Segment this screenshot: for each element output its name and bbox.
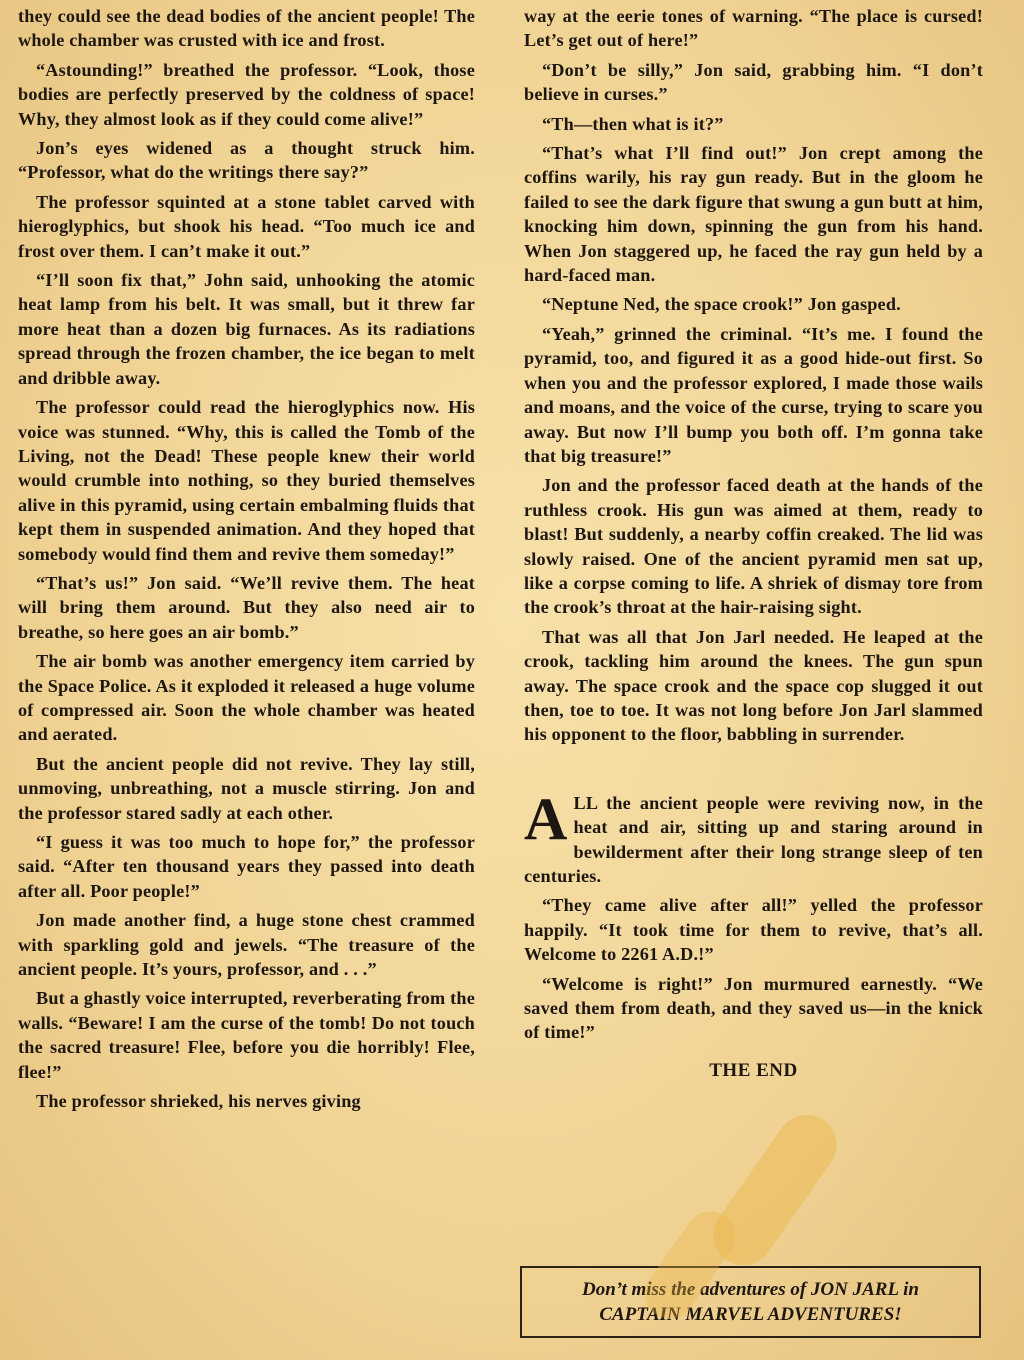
paragraph: Jon’s eyes widened as a thought struck him. “Professor, what do the writings there say?” — [18, 138, 475, 183]
paragraph: Jon and the professor faced death at the hands of the ruthless crook. His gun was aimed at them, ready to blast! But suddenly, a nearby coffin creaked. The lid was slowly raised. One of the ancient pyramid men sat up, like a corpse coming to life. A shriek of dismay tore from the crook’s throat at the hair-raising sight. — [524, 475, 983, 618]
paragraph: “Th—then what is it?” — [542, 113, 724, 134]
paragraph: That was all that Jon Jarl needed. He leaped at the crook, tackling him around the knees. The gun spun away. The space crook and the space cop slugged it out then, toe to toe. It was not long before Jon Jarl slammed his opponent to the floor, babbling in surrender. — [524, 626, 983, 745]
paragraph: “Astounding!” breathed the professor. “Look, those bodies are perfectly preserved by the coldness of space! Why, they almost look as if they could come alive!” — [18, 59, 475, 129]
promo-box — [520, 1266, 981, 1338]
paper-stain — [702, 1103, 849, 1277]
paragraph: Jon made another find, a huge stone chest crammed with sparkling gold and jewels. “The treasure of the ancient people. It’s yours, professor, and . . .” — [18, 910, 475, 980]
paragraph: “That’s us!” Jon said. “We’ll revive them. The heat will bring them around. But they also need air to breathe, so here goes an air bomb.” — [18, 572, 475, 642]
drop-cap: A — [524, 785, 568, 852]
paragraph: “They came alive after all!” yelled the professor happily. “It took time for them to revive, that’s all. Welcome to 2261 A.D.!” — [524, 895, 983, 965]
paragraph: The professor squinted at a stone tablet carved with hieroglyphics, but shook his head. “Too much ice and frost over them. I can’t make it out.” — [18, 191, 475, 261]
left-column — [18, 4, 475, 1118]
paragraph: they could see the dead bodies of the ancient people! The whole chamber was crusted with ice and frost. — [18, 6, 475, 51]
paragraph: way at the eerie tones of warning. “The place is cursed! Let’s get out of here!” — [524, 6, 983, 51]
paragraph: “Neptune Ned, the space crook!” Jon gasped. — [542, 294, 901, 315]
epilogue-first-text: LL the ancient people were reviving now, in the heat and air, sitting up and staring around in bewilderment after their long strange sleep of ten centuries. — [524, 792, 983, 886]
paragraph: “Don’t be silly,” Jon said, grabbing him. “I don’t believe in curses.” — [524, 59, 983, 105]
paragraph: “I’ll soon fix that,” John said, unhooking the atomic heat lamp from his belt. It was small, but it threw far more heat than a dozen big furnaces. As its radiations spread through the frozen chamber, the ice began to melt and dribble away. — [18, 270, 475, 388]
paragraph: The professor shrieked, his nerves giving — [36, 1091, 361, 1112]
promo-line-2: CAPTAIN MARVEL ADVENTURES! — [599, 1304, 902, 1325]
paragraph: “That’s what I’ll find out!” Jon crept among the coffins warily, his ray gun ready. But in the gloom he failed to see the dark figure that swung a gun butt at him, knocking him down, spinning the gun from his hand. When Jon staggered up, he faced the ray gun held by a hard-faced man. — [524, 143, 983, 286]
paragraph: “Welcome is right!” Jon murmured earnestly. “We saved them from death, and they saved us—in the knick of time!” — [524, 973, 983, 1043]
paragraph: But a ghastly voice interrupted, reverberating from the walls. “Beware! I am the curse of the tomb! Do not touch the sacred treasure! Flee, before you die horribly! Flee, flee!” — [18, 988, 475, 1082]
the-end-label: THE END — [709, 1059, 798, 1081]
promo-line-1: Don’t miss the adventures of JON JARL in — [582, 1279, 919, 1300]
epilogue-first-paragraph — [524, 785, 983, 889]
paragraph: “I guess it was too much to hope for,” the professor said. “After ten thousand years they passed into death after all. Poor people!” — [18, 832, 475, 901]
paragraph: “Yeah,” grinned the criminal. “It’s me. I found the pyramid, too, and figured it as a good hide-out first. So when you and the professor explored, I made those wails and moans, and the voice of the curse, trying to scare you away. But now I’ll bump you both off. I’m gonna take that big treasure!” — [524, 323, 983, 466]
paragraph: The air bomb was another emergency item carried by the Space Police. As it exploded it released a huge volume of compressed air. Soon the whole chamber was heated and aerated. — [18, 651, 475, 745]
right-column — [524, 4, 983, 1083]
paragraph: The professor could read the hieroglyphics now. His voice was stunned. “Why, this is called the Tomb of the Living, not the Dead! These people knew their world would crumble into nothing, so they buried themselves alive in this pyramid, using certain embalming fluids that kept them in suspended animation. And they hoped that somebody would find them and revive them someday!” — [18, 397, 475, 564]
paragraph: But the ancient people did not revive. They lay still, unmoving, unbreathing, not a muscle stirring. Jon and the professor stared sadly at each other. — [18, 753, 475, 823]
